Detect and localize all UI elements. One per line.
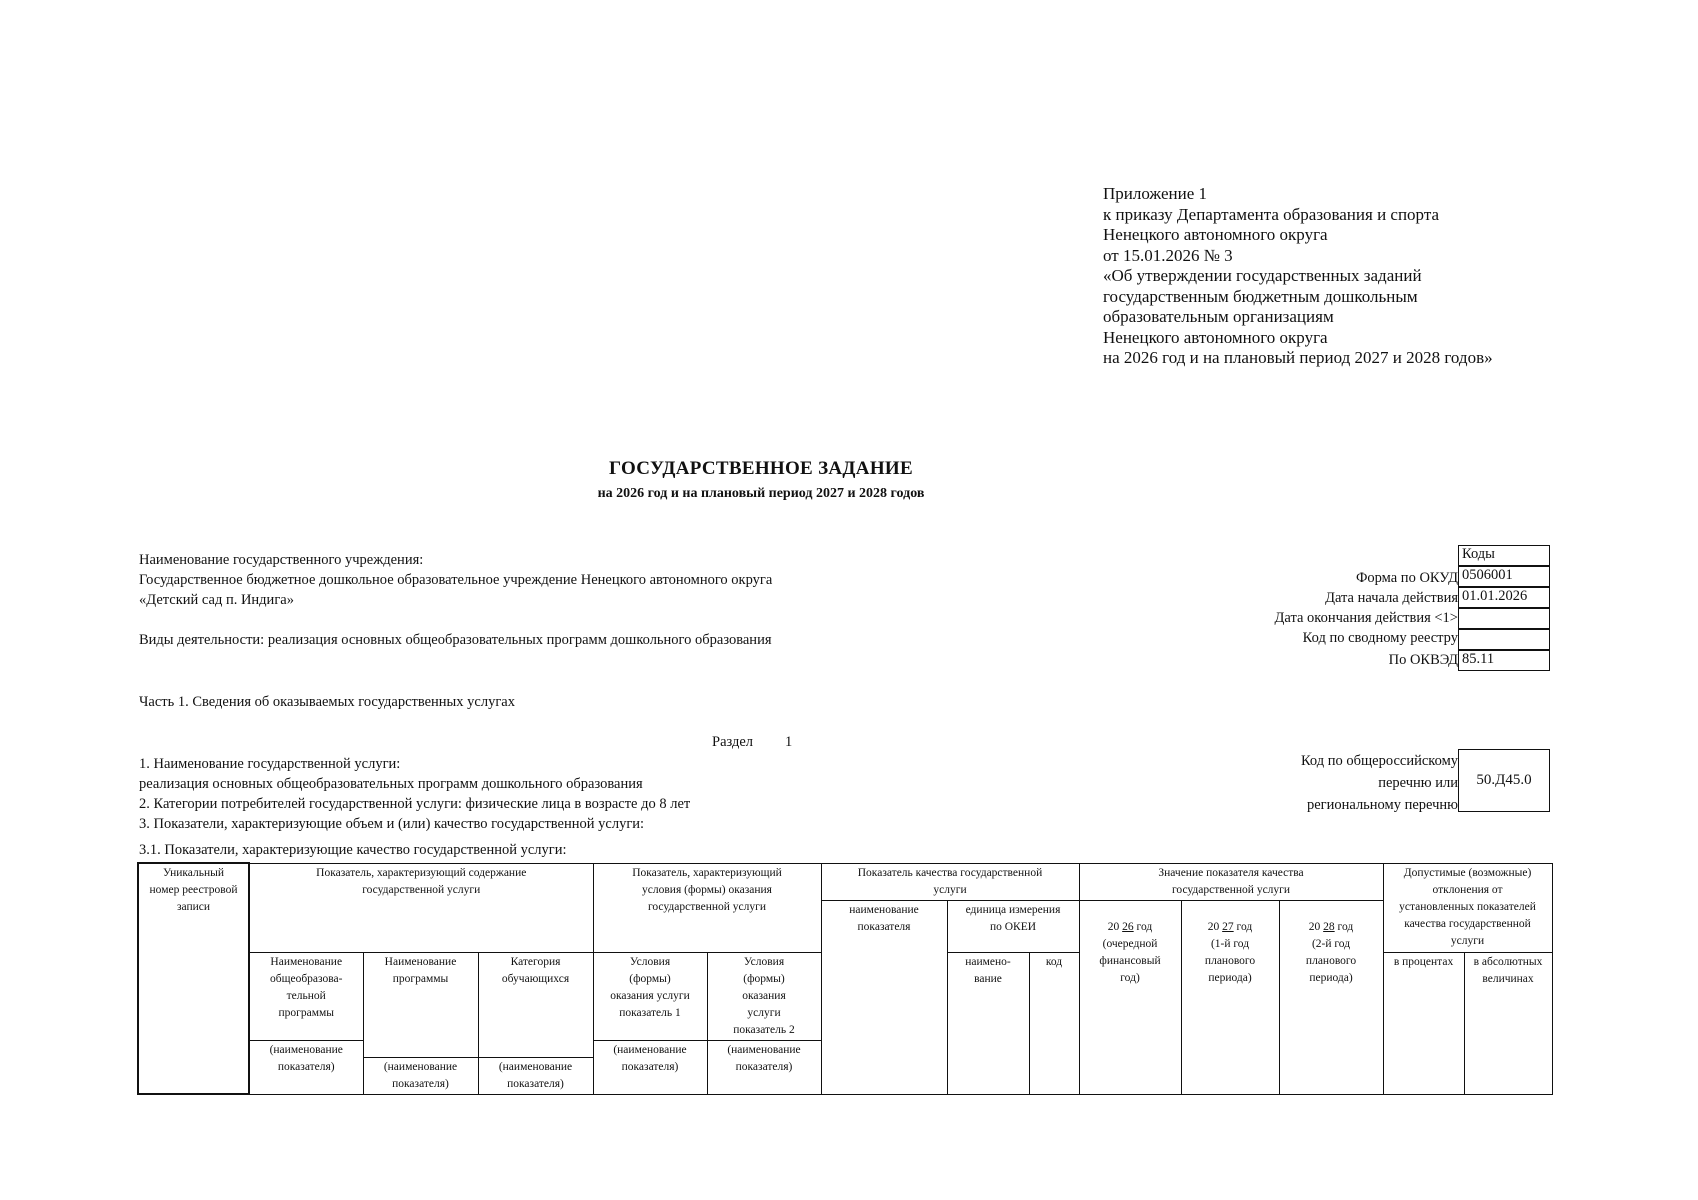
institution-name-line1: Государственное бюджетное дошкольное образовательное учреждение Ненецкого автономного округа (139, 572, 773, 588)
part1-heading: Часть 1. Сведения об оказываемых государственных услугах (139, 694, 515, 710)
code-value-okved: 85.11 (1458, 650, 1550, 671)
code-value-okud: 0506001 (1458, 566, 1550, 587)
appendix-line: государственным бюджетным дошкольным (1103, 286, 1418, 306)
th-year-1 (1079, 900, 1181, 1094)
th-conditions-indicator: Показатель, характеризующий условия (формы) оказания государственной услуги (593, 863, 821, 952)
quality-indicators-heading: 3.1. Показатели, характеризующие качество государственной услуги: (139, 842, 567, 858)
code-value-registry (1458, 629, 1550, 650)
th-deviations: Допустимые (возможные) отклонения от установленных показателей качества государственной услуги (1383, 863, 1552, 952)
code-label-okud: Форма по ОКУД (1355, 570, 1458, 586)
code-value-start-date: 01.01.2026 (1458, 587, 1550, 608)
appendix-line: на 2026 год и на плановый период 2027 и 2028 годов» (1103, 348, 1493, 367)
year-2-prefix: 20 (1207, 920, 1220, 933)
th-unit-code: код (1029, 952, 1079, 1094)
th-condition-2 (707, 952, 821, 1094)
condition-1-label: Условия (формы) оказания услуги показатель 1 (610, 955, 690, 1019)
document-subtitle: на 2026 год и на плановый период 2027 и 2028 годов (597, 486, 925, 501)
codes-header: Коды (1458, 545, 1550, 566)
code-label-end-date: Дата окончания действия <1> (1274, 610, 1458, 626)
th-indicator-name: наименование показателя (821, 900, 947, 1094)
year-3-suffix: год (1337, 920, 1354, 933)
th-program (363, 952, 478, 1094)
list-code-value: 50.Д45.0 (1458, 749, 1550, 812)
category-label: Категория обучающихся (501, 955, 570, 985)
program-name-note: (наименование показателя) (250, 1040, 363, 1076)
year-1-prefix: 20 (1107, 920, 1120, 933)
code-label-registry: Код по сводному реестру (1302, 630, 1458, 646)
institution-label: Наименование государственного учреждения: (139, 552, 424, 568)
th-content-indicator: Показатель, характеризующий содержание государственной услуги (249, 863, 593, 952)
year-2-value: 27 (1222, 920, 1234, 933)
th-year-3 (1279, 900, 1383, 1094)
list-code-label-line2: перечню или (1378, 775, 1458, 791)
appendix-line: Ненецкого автономного округа (1103, 327, 1328, 347)
th-program-name (249, 952, 363, 1094)
appendix-line: к приказу Департамента образования и спорта (1103, 204, 1440, 224)
th-category (478, 952, 593, 1094)
activity-type: Виды деятельности: реализация основных общеобразовательных программ дошкольного образования (139, 632, 772, 648)
list-code-label-line1: Код по общероссийскому (1300, 753, 1458, 769)
year-2-suffix: год (1236, 920, 1253, 933)
year-1-suffix: год (1136, 920, 1153, 933)
year-3-value: 28 (1323, 920, 1335, 933)
condition-2-label: Условия (формы) оказания услуги показатель 2 (733, 955, 795, 1036)
th-unique-number: Уникальный номер реестровой записи (138, 863, 249, 1094)
list-code-label-line3: региональному перечню (1306, 797, 1458, 813)
appendix-line: от 15.01.2026 № 3 (1103, 245, 1233, 265)
code-label-start-date: Дата начала действия (1325, 590, 1458, 606)
appendix-line: «Об утверждении государственных заданий (1103, 266, 1422, 285)
year-3-desc: (2-й год планового периода) (1305, 937, 1357, 984)
year-2-desc: (1-й год планового периода) (1204, 937, 1256, 984)
code-label-okved: По ОКВЭД (1388, 652, 1458, 668)
year-3-prefix: 20 (1308, 920, 1321, 933)
service-name-label: 1. Наименование государственной услуги: (139, 756, 401, 772)
section-number: 1 (785, 734, 793, 750)
th-in-percent: в процентах (1383, 952, 1464, 1094)
year-1-value: 26 (1122, 920, 1134, 933)
appendix-line: Приложение 1 (1103, 184, 1207, 203)
indicators-heading: 3. Показатели, характеризующие объем и (или) качество государственной услуги: (139, 816, 645, 832)
consumer-category: 2. Категории потребителей государственной услуги: физические лица в возрасте до 8 лет (139, 796, 691, 812)
th-year-2 (1181, 900, 1279, 1094)
program-note: (наименование показателя) (364, 1057, 478, 1093)
appendix-block (1103, 184, 1493, 369)
th-in-absolute: в абсолютных величинах (1464, 952, 1552, 1094)
th-condition-1 (593, 952, 707, 1094)
program-label: Наименование программы (384, 955, 457, 985)
appendix-line: образовательным организациям (1103, 307, 1334, 326)
condition-1-note: (наименование показателя) (594, 1040, 707, 1076)
service-name-value: реализация основных общеобразовательных программ дошкольного образования (139, 776, 643, 792)
category-note: (наименование показателя) (479, 1057, 593, 1093)
program-name-label: Наименование общеобразова- тельной программы (270, 955, 343, 1019)
th-quality-value: Значение показателя качества государственной услуги (1079, 863, 1383, 900)
institution-name-line2: «Детский сад п. Индига» (139, 592, 294, 608)
year-1-desc: (очередной финансовый год) (1099, 937, 1161, 984)
section-label: Раздел (712, 734, 754, 750)
appendix-line: Ненецкого автономного округа (1103, 225, 1328, 244)
condition-2-note: (наименование показателя) (708, 1040, 821, 1076)
document-title: ГОСУДАРСТВЕННОЕ ЗАДАНИЕ (609, 458, 913, 479)
quality-indicators-table (137, 862, 1553, 1095)
th-unit-okei: единица измерения по ОКЕИ (947, 900, 1079, 952)
th-unit-name: наимено- вание (947, 952, 1029, 1094)
th-quality-indicator: Показатель качества государственной услуги (821, 863, 1079, 900)
code-value-end-date (1458, 608, 1550, 629)
